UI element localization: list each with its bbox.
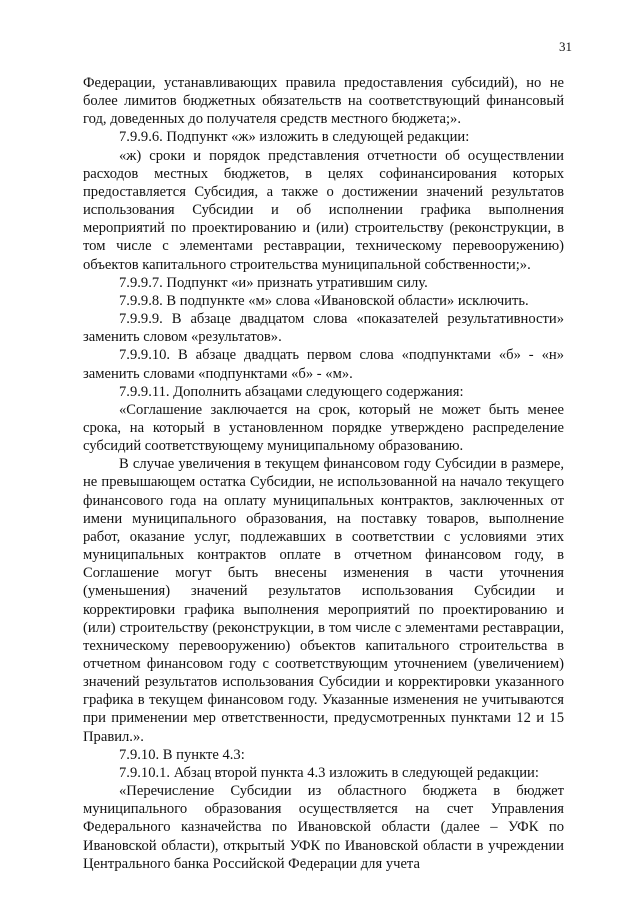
paragraph-7-9-10-1: 7.9.10.1. Абзац второй пункта 4.3 изложить в следующей редакции: [119,764,539,781]
paragraph-continuation: Федерации, устанавливающих правила предоставления субсидий), но не более лимитов бюджетных обязательств на соответствующий финансовый год, доведенных до получателя средств местного бюджета;». [83,75,564,128]
paragraph-subitem-zh-text: «ж) сроки и порядок представления отчетности об осуществлении расходов местных бюджетов, в целях софинансирования которых предоставляется Субсидия, а также о достижении значений результатов использования Субсидии и об исполнении графика выполнения мероприятий по проектированию и (или) строительству (реконструкции, в том числе с элементами реставрации, техническому перевооружению) объектов капитального строительства муниципальной собственности;». [83,147,564,273]
paragraph-7-9-9-8: 7.9.9.8. В подпункте «м» слова «Ивановской области» исключить. [119,292,529,309]
paragraph-agreement-term: «Соглашение заключается на срок, который не может быть менее срока, на который в установленном порядке утверждено распределение субсидий соответствующему муниципальному образованию. [83,401,564,455]
document-body [83,74,564,873]
page-number: 31 [559,39,572,54]
paragraph-7-9-10: 7.9.10. В пункте 4.3: [119,746,245,763]
paragraph-7-9-9-11: 7.9.9.11. Дополнить абзацами следующего содержания: [119,383,464,400]
paragraph-7-9-9-7: 7.9.9.7. Подпункт «и» признать утратившим силу. [119,274,428,291]
paragraph-subsidy-increase: В случае увеличения в текущем финансовом году Субсидии в размере, не превышающем остатка Субсидии, не использованной на начало текущего финансового года на оплату муниципальных контрактов, заключенных от имени муниципального образования, на поставку товаров, выполнение работ, оказание услуг, подлежавших в соответствии с условиями этих муниципальных контрактов оплате в отчетном финансовом году, в Соглашение могут быть внесены изменения в части уточнения (уменьшения) значений результатов использования Субсидии и корректировки графика выполнения мероприятий по проектированию и (или) строительству (реконструкции, в том числе с элементами реставрации, техническому перевооружению) объектов капитального строительства в отчетном финансовом году с соответствующим уточнением (увеличением) значений результатов использования Субсидии и корректировки указанного графика в текущем финансовом году. Указанные изменения не учитываются при применении мер ответственности, предусмотренных пунктами 12 и 15 Правил.». [83,456,564,745]
paragraph-7-9-9-10: 7.9.9.10. В абзаце двадцать первом слова «подпунктами «б» - «н» заменить словами «подпунктами «б» - «м». [83,347,564,382]
paragraph-7-9-9-6: 7.9.9.6. Подпункт «ж» изложить в следующей редакции: [119,129,470,146]
paragraph-7-9-9-9: 7.9.9.9. В абзаце двадцатом слова «показателей результативности» заменить словом «результатов». [83,311,564,346]
paragraph-subsidy-transfer: «Перечисление Субсидии из областного бюджета в бюджет муниципального образования осуществляется на счет Управления Федерального казначейства по Ивановской области (далее – УФК по Ивановской области), открытый УФК по Ивановской области в учреждении Центрального банка Российской Федерации для учета [83,783,564,872]
